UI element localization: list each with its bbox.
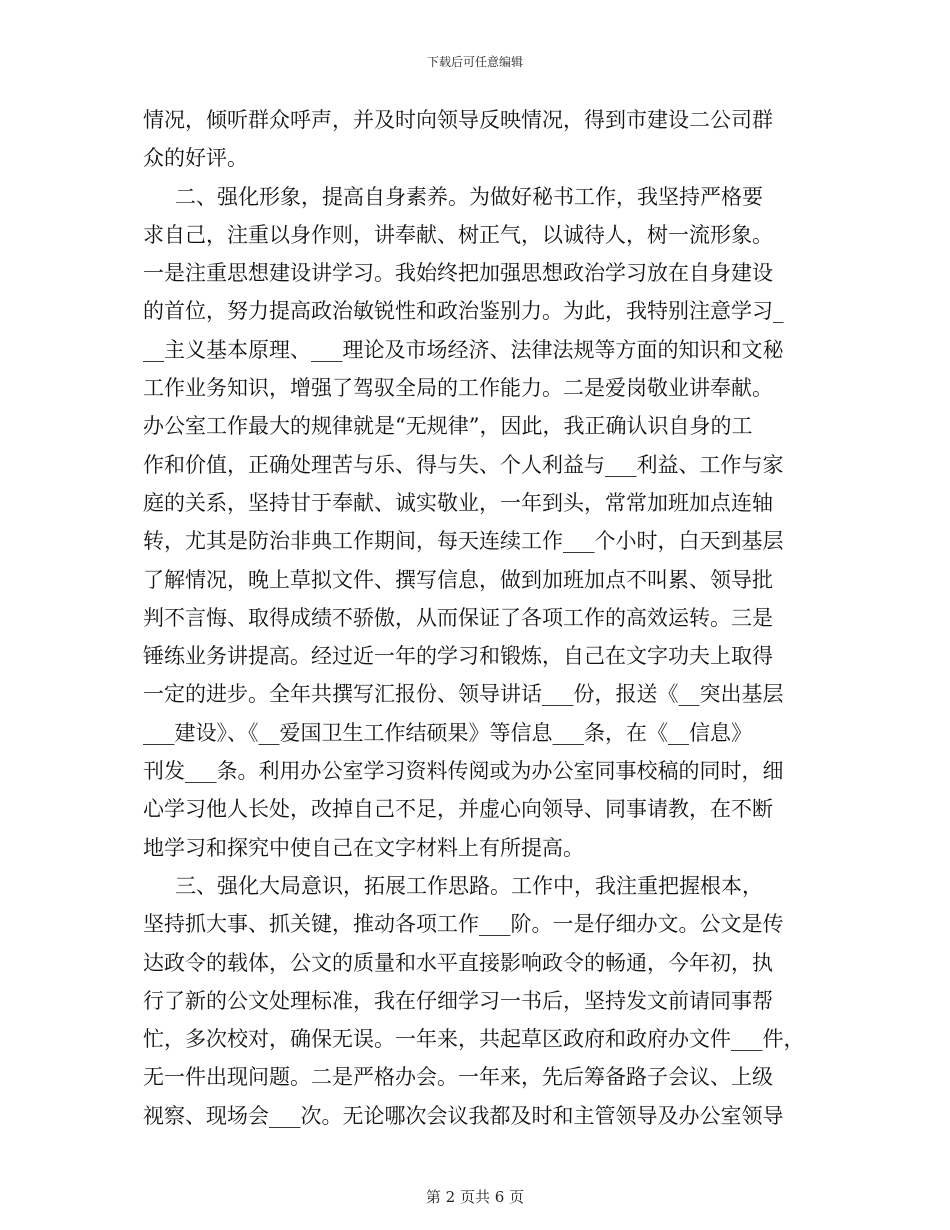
text-line: 地学习和探究中使自己在文字材料上有所提高。 bbox=[143, 835, 584, 860]
text-line: __主义基本原理、___理论及市场经济、法律法规等方面的知识和文秘 bbox=[143, 337, 784, 362]
text-line: 刊发___条。利用办公室学习资料传阅或为办公室同事校稿的同时，细 bbox=[143, 759, 784, 784]
text-line: 工作业务知识，增强了驾驭全局的工作能力。二是爱岗敬业讲奉献。 bbox=[143, 376, 773, 401]
text-line: 达政令的载体，公文的质量和水平直接影响政令的畅通，今年初，执 bbox=[143, 950, 773, 975]
text-line: 的首位，努力提高政治敏锐性和政治鉴别力。为此，我特别注意学习_ bbox=[143, 299, 784, 324]
text-line: 心学习他人长处，改掉自己不足，并虚心向领导、同事请教，在不断 bbox=[143, 797, 773, 822]
text-line: ___建设》、《__爱国卫生工作结硕果》等信息___条，在《__信息》 bbox=[143, 720, 752, 745]
text-line: 了解情况，晚上草拟文件、撰写信息，做到加班加点不叫累、领导批 bbox=[143, 567, 773, 592]
text-line: 情况，倾听群众呼声，并及时向领导反映情况，得到市建设二公司群 bbox=[143, 108, 773, 132]
text-line: 三、强化大局意识，拓展工作思路。工作中，我注重把握根本， bbox=[175, 873, 763, 898]
text-line: 视察、现场会___次。无论哪次会议我都及时和主管领导及办公室领导 bbox=[143, 1103, 784, 1128]
text-line: 庭的关系，坚持甘于奉献、诚实敬业，一年到头，常常加班加点连轴 bbox=[143, 490, 773, 515]
text-line: 转，尤其是防治非典工作期间，每天连续工作___个小时，白天到基层 bbox=[143, 529, 784, 554]
page-number-footer: 第 2 页共 6 页 bbox=[425, 1188, 525, 1206]
text-line: 无一件出现问题。二是严格办会。一年来，先后筹备路子会议、上级 bbox=[143, 1065, 773, 1090]
text-line: 一是注重思想建设讲学习。我始终把加强思想政治学习放在自身建设 bbox=[143, 261, 773, 286]
text-line: 求自己，注重以身作则，讲奉献、树正气，以诚待人，树一流形象。 bbox=[143, 222, 773, 247]
text-line: 忙，多次校对，确保无误。一年来，共起草区政府和政府办文件___件， bbox=[143, 1027, 805, 1052]
text-line: 二、强化形象，提高自身素养。为做好秘书工作，我坚持严格要 bbox=[175, 184, 763, 209]
text-line: 办公室工作最大的规律就是“无规律”，因此，我正确认识自身的工 bbox=[143, 414, 753, 439]
text-line: 众的好评。 bbox=[143, 146, 248, 171]
text-line: 行了新的公文处理标准，我在仔细学习一书后，坚持发文前请同事帮 bbox=[143, 988, 773, 1013]
text-line: 一定的进步。全年共撰写汇报份、领导讲话___份，报送《__突出基层 bbox=[143, 682, 784, 707]
page-header: 下载后可任意编辑 bbox=[426, 55, 523, 69]
text-line: 锤练业务讲提高。经过近一年的学习和锻炼，自己在文字功夫上取得 bbox=[143, 644, 773, 669]
text-line: 作和价值，正确处理苦与乐、得与失、个人利益与___利益、工作与家 bbox=[143, 452, 784, 477]
text-line: 判不言悔、取得成绩不骄傲，从而保证了各项工作的高效运转。三是 bbox=[143, 605, 773, 630]
document-body bbox=[143, 101, 823, 1135]
text-line: 坚持抓大事、抓关键，推动各项工作___阶。一是仔细办文。公文是传 bbox=[143, 912, 784, 937]
